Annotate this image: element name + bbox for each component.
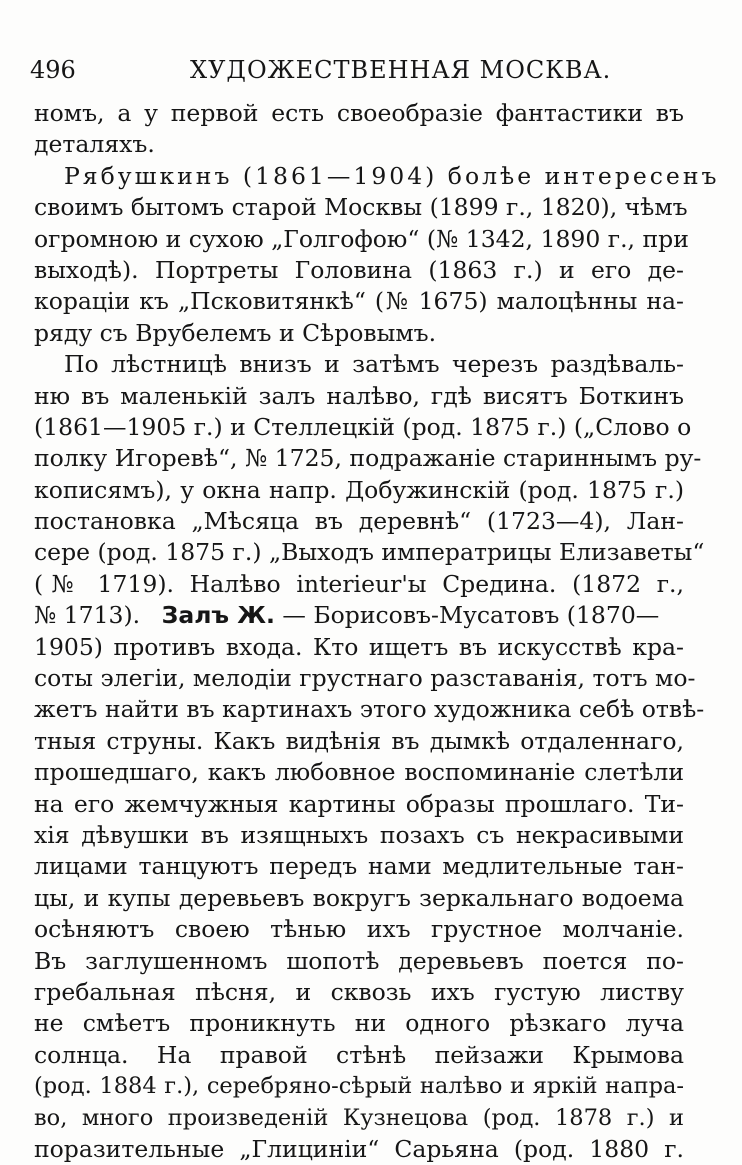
text-line: постановка „Мѣсяца въ деревнѣ“ (1723—4), Лан- — [34, 507, 684, 536]
text-line-mixed — [34, 600, 684, 631]
text-line: (№ 1719). Налѣво interieur'ы Средина. (1872 г., — [34, 569, 684, 598]
section-heading: Залъ Ж. — [161, 601, 275, 630]
text-line: не смѣетъ проникнуть ни одного рѣзкаго луча — [34, 1009, 684, 1038]
text-line: поразительные „Глициніи“ Сарьяна (род. 1880 г. — [34, 1134, 684, 1163]
text-line: ряду съ Врубелемъ и Сѣровымъ. — [34, 318, 437, 347]
text-line: Въ заглушенномъ шопотѣ деревьевъ поется по- — [34, 946, 684, 975]
text-line: огромною и сухою „Голгофою“ (№ 1342, 1890 г., при — [34, 224, 689, 253]
text-line: лицами танцуютъ передъ нами медлительные тан- — [34, 852, 684, 881]
text-line: гребальная пѣсня, и сквозь ихъ густую листву — [34, 977, 684, 1006]
text-line: соты элегіи, мелодіи грустнаго разставанія, тотъ мо- — [34, 664, 696, 693]
text-fragment: — Борисовъ-Мусатовъ (1870— — [274, 601, 660, 630]
text-line: полку Игоревѣ“, № 1725, подражаніе стариннымъ ру- — [34, 444, 702, 473]
text-line: жетъ найти въ картинахъ этого художника себѣ отвѣ- — [34, 695, 705, 724]
text-line: цы, и купы деревьевъ вокругъ зеркальнаго водоема — [34, 883, 684, 912]
page-header — [30, 52, 680, 88]
text-line: ню въ маленькій залъ налѣво, гдѣ висятъ Боткинъ — [34, 381, 684, 410]
text-line: номъ, а у первой есть своеобразіе фантастики въ — [34, 99, 684, 127]
text-line: хія дѣвушки въ изящныхъ позахъ съ некрасивыми — [34, 820, 684, 849]
text-line: солнца. На правой стѣнѣ пейзажи Крымова — [34, 1040, 684, 1069]
text-line: во, много произведеній Кузнецова (род. 1878 г.) и — [34, 1104, 684, 1131]
text-line: выходѣ). Портреты Головина (1863 г.) и его де- — [34, 255, 684, 284]
text-line: (1861—1905 г.) и Стеллецкій (род. 1875 г.) („Слово о — [34, 412, 692, 441]
text-line: прошедшаго, какъ любовное воспоминаніе слетѣли — [34, 758, 684, 787]
text-line: (род. 1884 г.), серебряно-сѣрый налѣво и яркій напра- — [34, 1073, 684, 1100]
text-line: осѣняютъ своею тѣнью ихъ грустное молчаніе. — [34, 915, 684, 944]
text-line: деталяхъ. — [34, 130, 155, 159]
text-line: По лѣстницѣ внизъ и затѣмъ черезъ раздѣваль- — [64, 350, 684, 379]
text-line: своимъ бытомъ старой Москвы (1899 г., 1820), чѣмъ — [34, 193, 688, 222]
text-line: Рябушкинъ (1861—1904) болѣе интересенъ — [64, 161, 720, 190]
text-line: сере (род. 1875 г.) „Выходъ императрицы Елизаветы“ — [34, 538, 705, 567]
text-line: тныя струны. Какъ видѣнія въ дымкѣ отдаленнаго, — [34, 726, 684, 755]
text-line: кораціи къ „Псковитянкѣ“ (№ 1675) малоцѣнны на- — [34, 287, 684, 316]
text-line: 1905) противъ входа. Кто ищетъ въ искусствѣ кра- — [34, 632, 684, 661]
running-title: ХУДОЖЕСТВЕННАЯ МОСКВА. — [190, 56, 612, 84]
page-number: 496 — [30, 56, 76, 84]
text-line: кописямъ), у окна напр. Добужинскій (род. 1875 г.) — [34, 475, 684, 504]
text-line: на его жемчужныя картины образы прошлаго. Ти- — [34, 789, 684, 818]
body-text — [34, 98, 720, 1165]
text-fragment: № 1713). — [34, 601, 141, 630]
